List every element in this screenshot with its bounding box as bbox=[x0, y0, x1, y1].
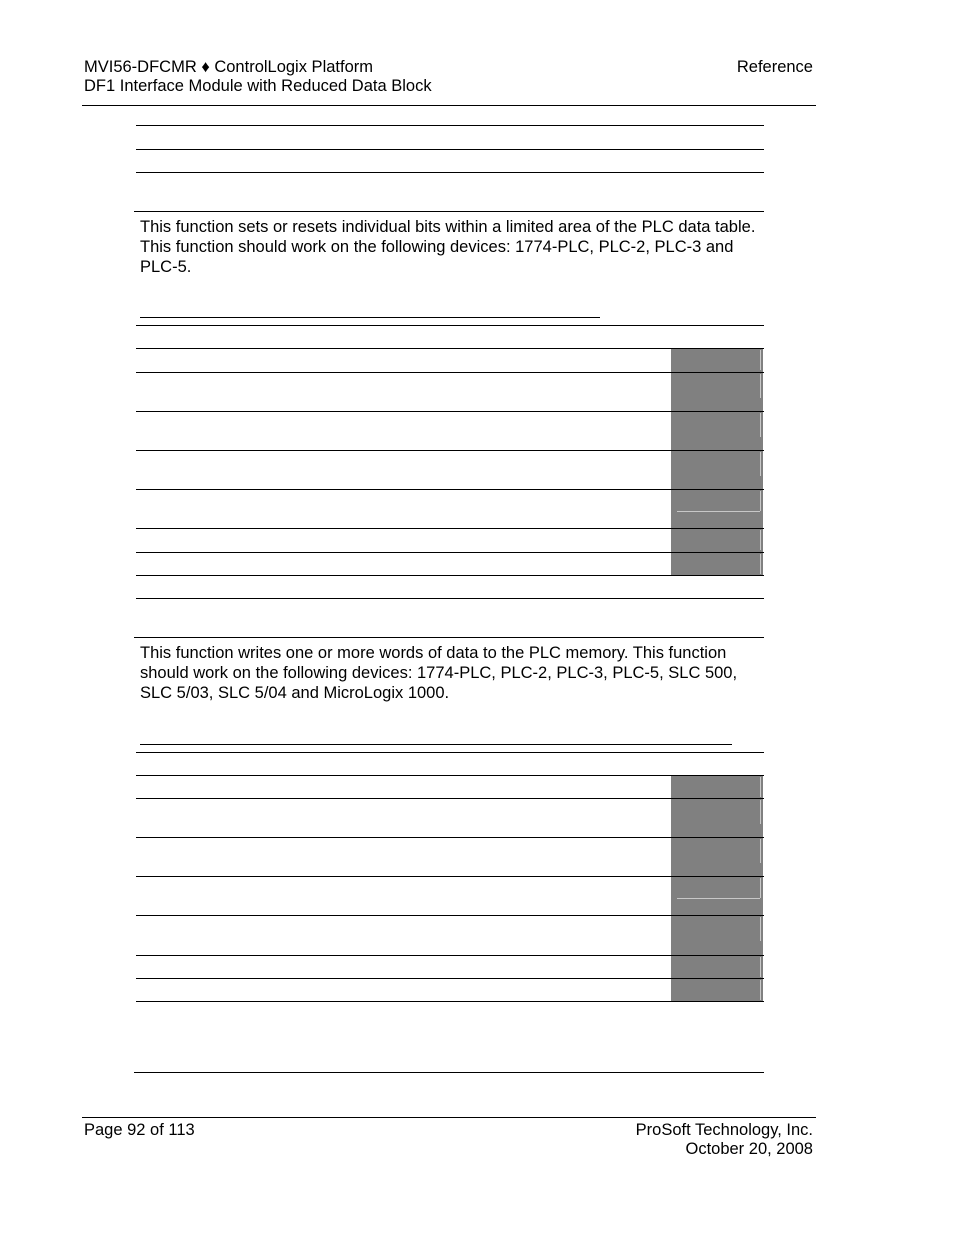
section-2-description: This function writes one or more words of data to the PLC memory. This function should work on the following devices: 1774-PLC, PLC-2, PLC-3, PLC-5, SLC 500, SLC 5/03, SLC 5/04 and MicroLogix 1000. bbox=[140, 644, 738, 702]
table-rule bbox=[136, 598, 764, 599]
table-rule bbox=[136, 528, 764, 529]
footer-company: ProSoft Technology, Inc. bbox=[635, 1121, 813, 1139]
table-rule bbox=[136, 552, 764, 553]
table-shaded-column bbox=[671, 348, 763, 576]
table-rule bbox=[136, 325, 764, 326]
table-rule bbox=[136, 915, 764, 916]
section-1-description: This function sets or resets individual bits within a limited area of the PLC data table. This function should work on the following devices: 1774-PLC, PLC-2, PLC-3 and PLC-5. bbox=[140, 218, 756, 276]
section-rule bbox=[134, 1072, 764, 1073]
caption-rule bbox=[140, 744, 732, 745]
table-rule bbox=[136, 837, 764, 838]
footer-page-number: Page 92 of 113 bbox=[84, 1121, 195, 1139]
header-title-line2: DF1 Interface Module with Reduced Data Block bbox=[84, 77, 432, 95]
table-rule bbox=[136, 450, 764, 451]
table-rule bbox=[136, 978, 764, 979]
caption-rule bbox=[140, 317, 600, 318]
table-shaded-column bbox=[671, 775, 763, 1001]
table-rule bbox=[136, 411, 764, 412]
header-rule bbox=[82, 105, 816, 106]
table-rule bbox=[136, 876, 764, 877]
footer-date: October 20, 2008 bbox=[685, 1140, 813, 1158]
table-rule bbox=[136, 348, 764, 349]
table-rule bbox=[136, 1001, 764, 1002]
section-rule bbox=[134, 211, 764, 212]
header-section: Reference bbox=[736, 58, 813, 76]
table-rule bbox=[136, 172, 764, 173]
table-rule bbox=[136, 575, 764, 576]
table-rule bbox=[136, 775, 764, 776]
table-rule bbox=[136, 752, 764, 753]
table-rule bbox=[136, 955, 764, 956]
table-rule bbox=[136, 372, 764, 373]
table-rule bbox=[136, 489, 764, 490]
table-rule bbox=[136, 798, 764, 799]
table-rule bbox=[136, 149, 764, 150]
header-title-line1: MVI56-DFCMR ♦ ControlLogix Platform bbox=[84, 58, 373, 76]
section-rule bbox=[134, 637, 764, 638]
table-rule bbox=[136, 125, 764, 126]
footer-rule bbox=[82, 1117, 816, 1118]
